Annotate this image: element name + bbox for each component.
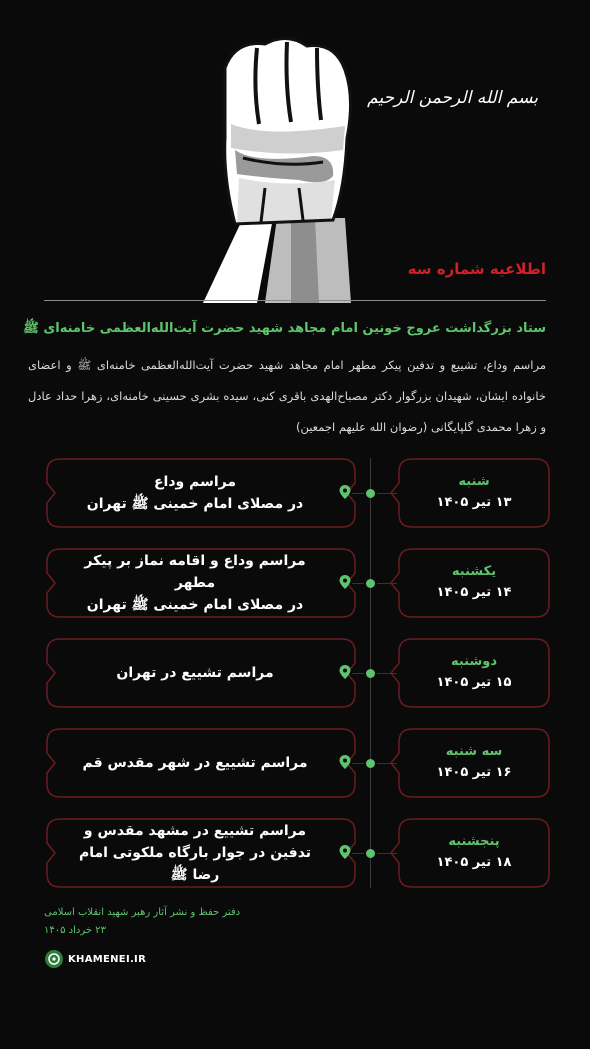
location-pin-icon — [339, 575, 351, 589]
timeline-dot — [366, 759, 375, 768]
connector-left — [352, 493, 364, 494]
event-date: ۱۵ تیر ۱۴۰۵ — [436, 675, 512, 690]
event-line-2: در مصلای امام خمینی ﷺ تهران — [86, 597, 304, 613]
event-line-1: مراسم تشییع در مشهد مقدس و — [83, 823, 307, 839]
connector-left — [352, 853, 364, 854]
headline: ستاد بزرگداشت عروج خونین امام مجاهد شهید حضرت آیت‌الله‌العظمی خامنه‌ای ﷺ — [23, 321, 546, 336]
connector-left — [352, 583, 364, 584]
schedule-row — [0, 818, 590, 892]
footer-office: دفتر حفظ و نشر آثار رهبر شهید انقلاب اسلامی — [44, 907, 241, 918]
day-name: دوشنبه — [450, 654, 498, 669]
event-line-1: مراسم وداع — [153, 474, 237, 490]
event-card — [46, 548, 356, 618]
schedule-row — [0, 548, 590, 622]
event-line-1: مراسم تشییع در شهر مقدس قم — [82, 755, 308, 771]
location-pin-icon — [339, 845, 351, 859]
location-pin-icon — [339, 485, 351, 499]
logo-text: KHAMENEI.IR — [68, 953, 147, 965]
schedule-row — [0, 458, 590, 532]
announcement-body: مراسم وداع، تشییع و تدفین پیکر مطهر امام مجاهد شهید حضرت آیت‌الله‌العظمی خامنه‌ای ﷺ و اعضای خانواده ایشان، شهیدان بزرگوار دکتر مصباح‌الهدی باقری کنی، سیده بشری حسینی خامنه‌ای، زهرا حداد عادل و زهرا محمدی گلپایگانی (رضوان الله علیهم اجمعین) — [28, 358, 546, 434]
day-name: یکشنبه — [451, 564, 497, 579]
timeline-dot — [366, 579, 375, 588]
date-box — [398, 638, 550, 708]
footer-date: ۲۳ خرداد ۱۴۰۵ — [44, 925, 106, 936]
schedule-row — [0, 638, 590, 712]
raised-fist-illustration — [195, 28, 365, 303]
timeline-dot — [366, 489, 375, 498]
event-card — [46, 728, 356, 798]
event-line-2: تدفین در جوار بارگاه ملکوتی امام رضا ﷺ — [78, 845, 312, 883]
location-pin-icon — [339, 755, 351, 769]
connector-left — [352, 673, 364, 674]
timeline-dot — [366, 849, 375, 858]
connector-left — [352, 763, 364, 764]
title-divider — [44, 300, 546, 301]
event-card — [46, 638, 356, 708]
event-line-1: مراسم وداع و اقامه نماز بر پیکر مطهر — [84, 553, 306, 591]
event-line-2: در مصلای امام خمینی ﷺ تهران — [86, 496, 304, 512]
event-date: ۱۶ تیر ۱۴۰۵ — [436, 765, 512, 780]
day-name: سه شنبه — [445, 744, 503, 759]
event-date: ۱۴ تیر ۱۴۰۵ — [436, 585, 512, 600]
khamenei-logo[interactable] — [44, 948, 146, 970]
notice-title: اطلاعیه شماره سه — [407, 260, 546, 278]
location-pin-icon — [339, 665, 351, 679]
date-box — [398, 548, 550, 618]
event-date: ۱۳ تیر ۱۴۰۵ — [436, 495, 512, 510]
day-name: شنبه — [458, 474, 490, 489]
date-box — [398, 458, 550, 528]
date-box — [398, 728, 550, 798]
basmala-calligraphy: بسم الله الرحمن الرحیم — [367, 88, 538, 108]
timeline-dot — [366, 669, 375, 678]
event-card — [46, 818, 356, 888]
logo-emblem-icon — [44, 949, 64, 969]
date-box — [398, 818, 550, 888]
schedule-row — [0, 728, 590, 802]
day-name: پنجشنبه — [448, 834, 500, 849]
event-date: ۱۸ تیر ۱۴۰۵ — [436, 855, 512, 870]
event-card — [46, 458, 356, 528]
event-line-1: مراسم تشییع در تهران — [116, 665, 274, 681]
